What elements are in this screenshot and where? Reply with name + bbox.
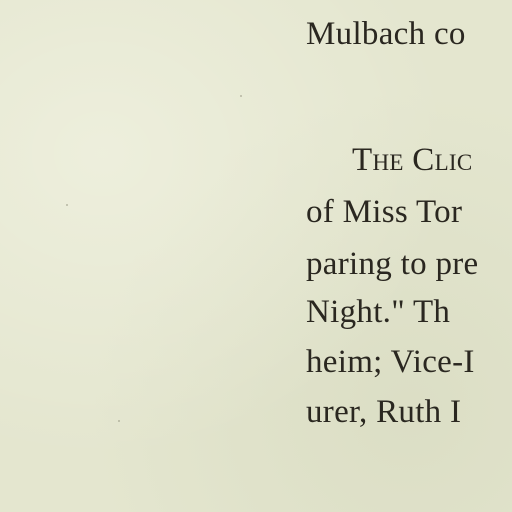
text-line-3: of Miss Tor	[306, 194, 463, 230]
paper-speck	[66, 204, 68, 206]
text-line-5: Night." Th	[306, 294, 451, 330]
text-line-2: The Clic	[352, 142, 473, 178]
text-line-6: heim; Vice-I	[306, 344, 475, 380]
paper-speck	[240, 95, 242, 97]
text-line-4: paring to pre	[306, 246, 479, 282]
text-line-7: urer, Ruth I	[306, 394, 462, 430]
text-line-1: Mulbach co	[306, 16, 466, 52]
paper-speck	[118, 420, 120, 422]
